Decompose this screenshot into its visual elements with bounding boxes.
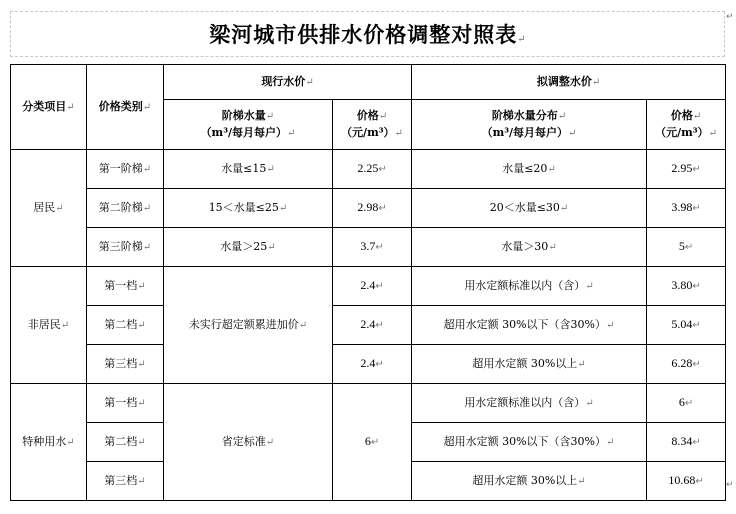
proposed-volume-cell: 20＜水量≤30↵ bbox=[412, 189, 647, 228]
table-row bbox=[11, 228, 726, 267]
page-title: 梁河城市供排水价格调整对照表↵ bbox=[209, 22, 527, 47]
table-row bbox=[11, 150, 726, 189]
current-volume-cell: 15＜水量≤25↵ bbox=[164, 189, 333, 228]
proposed-volume-cell: 用水定额标准以内（含）↵ bbox=[412, 384, 647, 423]
table-row bbox=[11, 189, 726, 228]
table-row bbox=[11, 267, 726, 306]
group-label: 非居民↵ bbox=[11, 267, 87, 384]
price-type-cell: 第一档↵ bbox=[87, 267, 164, 306]
current-price-cell: 6↵ bbox=[333, 384, 412, 501]
current-price-cell: 2.4↵ bbox=[333, 306, 412, 345]
price-type-header: 价格类别↵ bbox=[87, 65, 164, 150]
proposed-price-cell: 5↵ bbox=[647, 228, 726, 267]
price-type-cell: 第一档↵ bbox=[87, 384, 164, 423]
group-label: 特种用水↵ bbox=[11, 384, 87, 501]
proposed-volume-cell: 超用水定额 30%以下（含30%）↵ bbox=[412, 306, 647, 345]
current-volume-cell: 水量＞25↵ bbox=[164, 228, 333, 267]
proposed-volume-cell: 用水定额标准以内（含）↵ bbox=[412, 267, 647, 306]
price-type-cell: 第三档↵ bbox=[87, 462, 164, 501]
paragraph-mark: ↵ bbox=[726, 12, 734, 22]
current-volume-cell: 未实行超定额累进加价↵ bbox=[164, 267, 333, 384]
current-volume-cell: 省定标准↵ bbox=[164, 384, 333, 501]
proposed-price-cell: 2.95↵ bbox=[647, 150, 726, 189]
proposed-price-cell: 3.98↵ bbox=[647, 189, 726, 228]
current-price-cell: 2.4↵ bbox=[333, 267, 412, 306]
current-volume-header: 阶梯水量↵ （m³/每月每户）↵ bbox=[164, 100, 333, 150]
proposed-volume-cell: 超用水定额 30%以上↵ bbox=[412, 345, 647, 384]
current-price-cell: 2.25↵ bbox=[333, 150, 412, 189]
proposed-volume-cell: 水量＞30↵ bbox=[412, 228, 647, 267]
category-header: 分类项目↵ bbox=[11, 65, 87, 150]
price-type-cell: 第一阶梯↵ bbox=[87, 150, 164, 189]
current-price-header: 现行水价↵ bbox=[164, 65, 412, 100]
proposed-price-cell: 6↵ bbox=[647, 384, 726, 423]
group-label: 居民↵ bbox=[11, 150, 87, 267]
current-volume-cell: 水量≤15↵ bbox=[164, 150, 333, 189]
proposed-volume-cell: 超用水定额 30%以上↵ bbox=[412, 462, 647, 501]
proposed-price-cell: 10.68↵ bbox=[647, 462, 726, 501]
proposed-price-cell: 3.80↵ bbox=[647, 267, 726, 306]
current-price-cell: 3.7↵ bbox=[333, 228, 412, 267]
table-row bbox=[11, 384, 726, 423]
table-row bbox=[11, 345, 726, 384]
proposed-volume-cell: 超用水定额 30%以下（含30%）↵ bbox=[412, 423, 647, 462]
current-price-cell: 2.4↵ bbox=[333, 345, 412, 384]
price-type-cell: 第三阶梯↵ bbox=[87, 228, 164, 267]
table-row bbox=[11, 306, 726, 345]
proposed-volume-header: 阶梯水量分布↵ （m³/每月每户）↵ bbox=[412, 100, 647, 150]
price-comparison-table bbox=[10, 64, 726, 501]
current-unit-price-header: 价格↵ （元/m³）↵ bbox=[333, 100, 412, 150]
current-price-cell: 2.98↵ bbox=[333, 189, 412, 228]
proposed-price-cell: 8.34↵ bbox=[647, 423, 726, 462]
proposed-price-cell: 6.28↵ bbox=[647, 345, 726, 384]
proposed-price-header: 拟调整水价↵ bbox=[412, 65, 726, 100]
price-type-cell: 第二档↵ bbox=[87, 423, 164, 462]
proposed-unit-price-header: 价格↵ （元/m³）↵ bbox=[647, 100, 726, 150]
price-type-cell: 第二阶梯↵ bbox=[87, 189, 164, 228]
proposed-volume-cell: 水量≤20↵ bbox=[412, 150, 647, 189]
price-type-cell: 第三档↵ bbox=[87, 345, 164, 384]
price-type-cell: 第二档↵ bbox=[87, 306, 164, 345]
proposed-price-cell: 5.04↵ bbox=[647, 306, 726, 345]
paragraph-mark: ↵ bbox=[726, 480, 734, 490]
